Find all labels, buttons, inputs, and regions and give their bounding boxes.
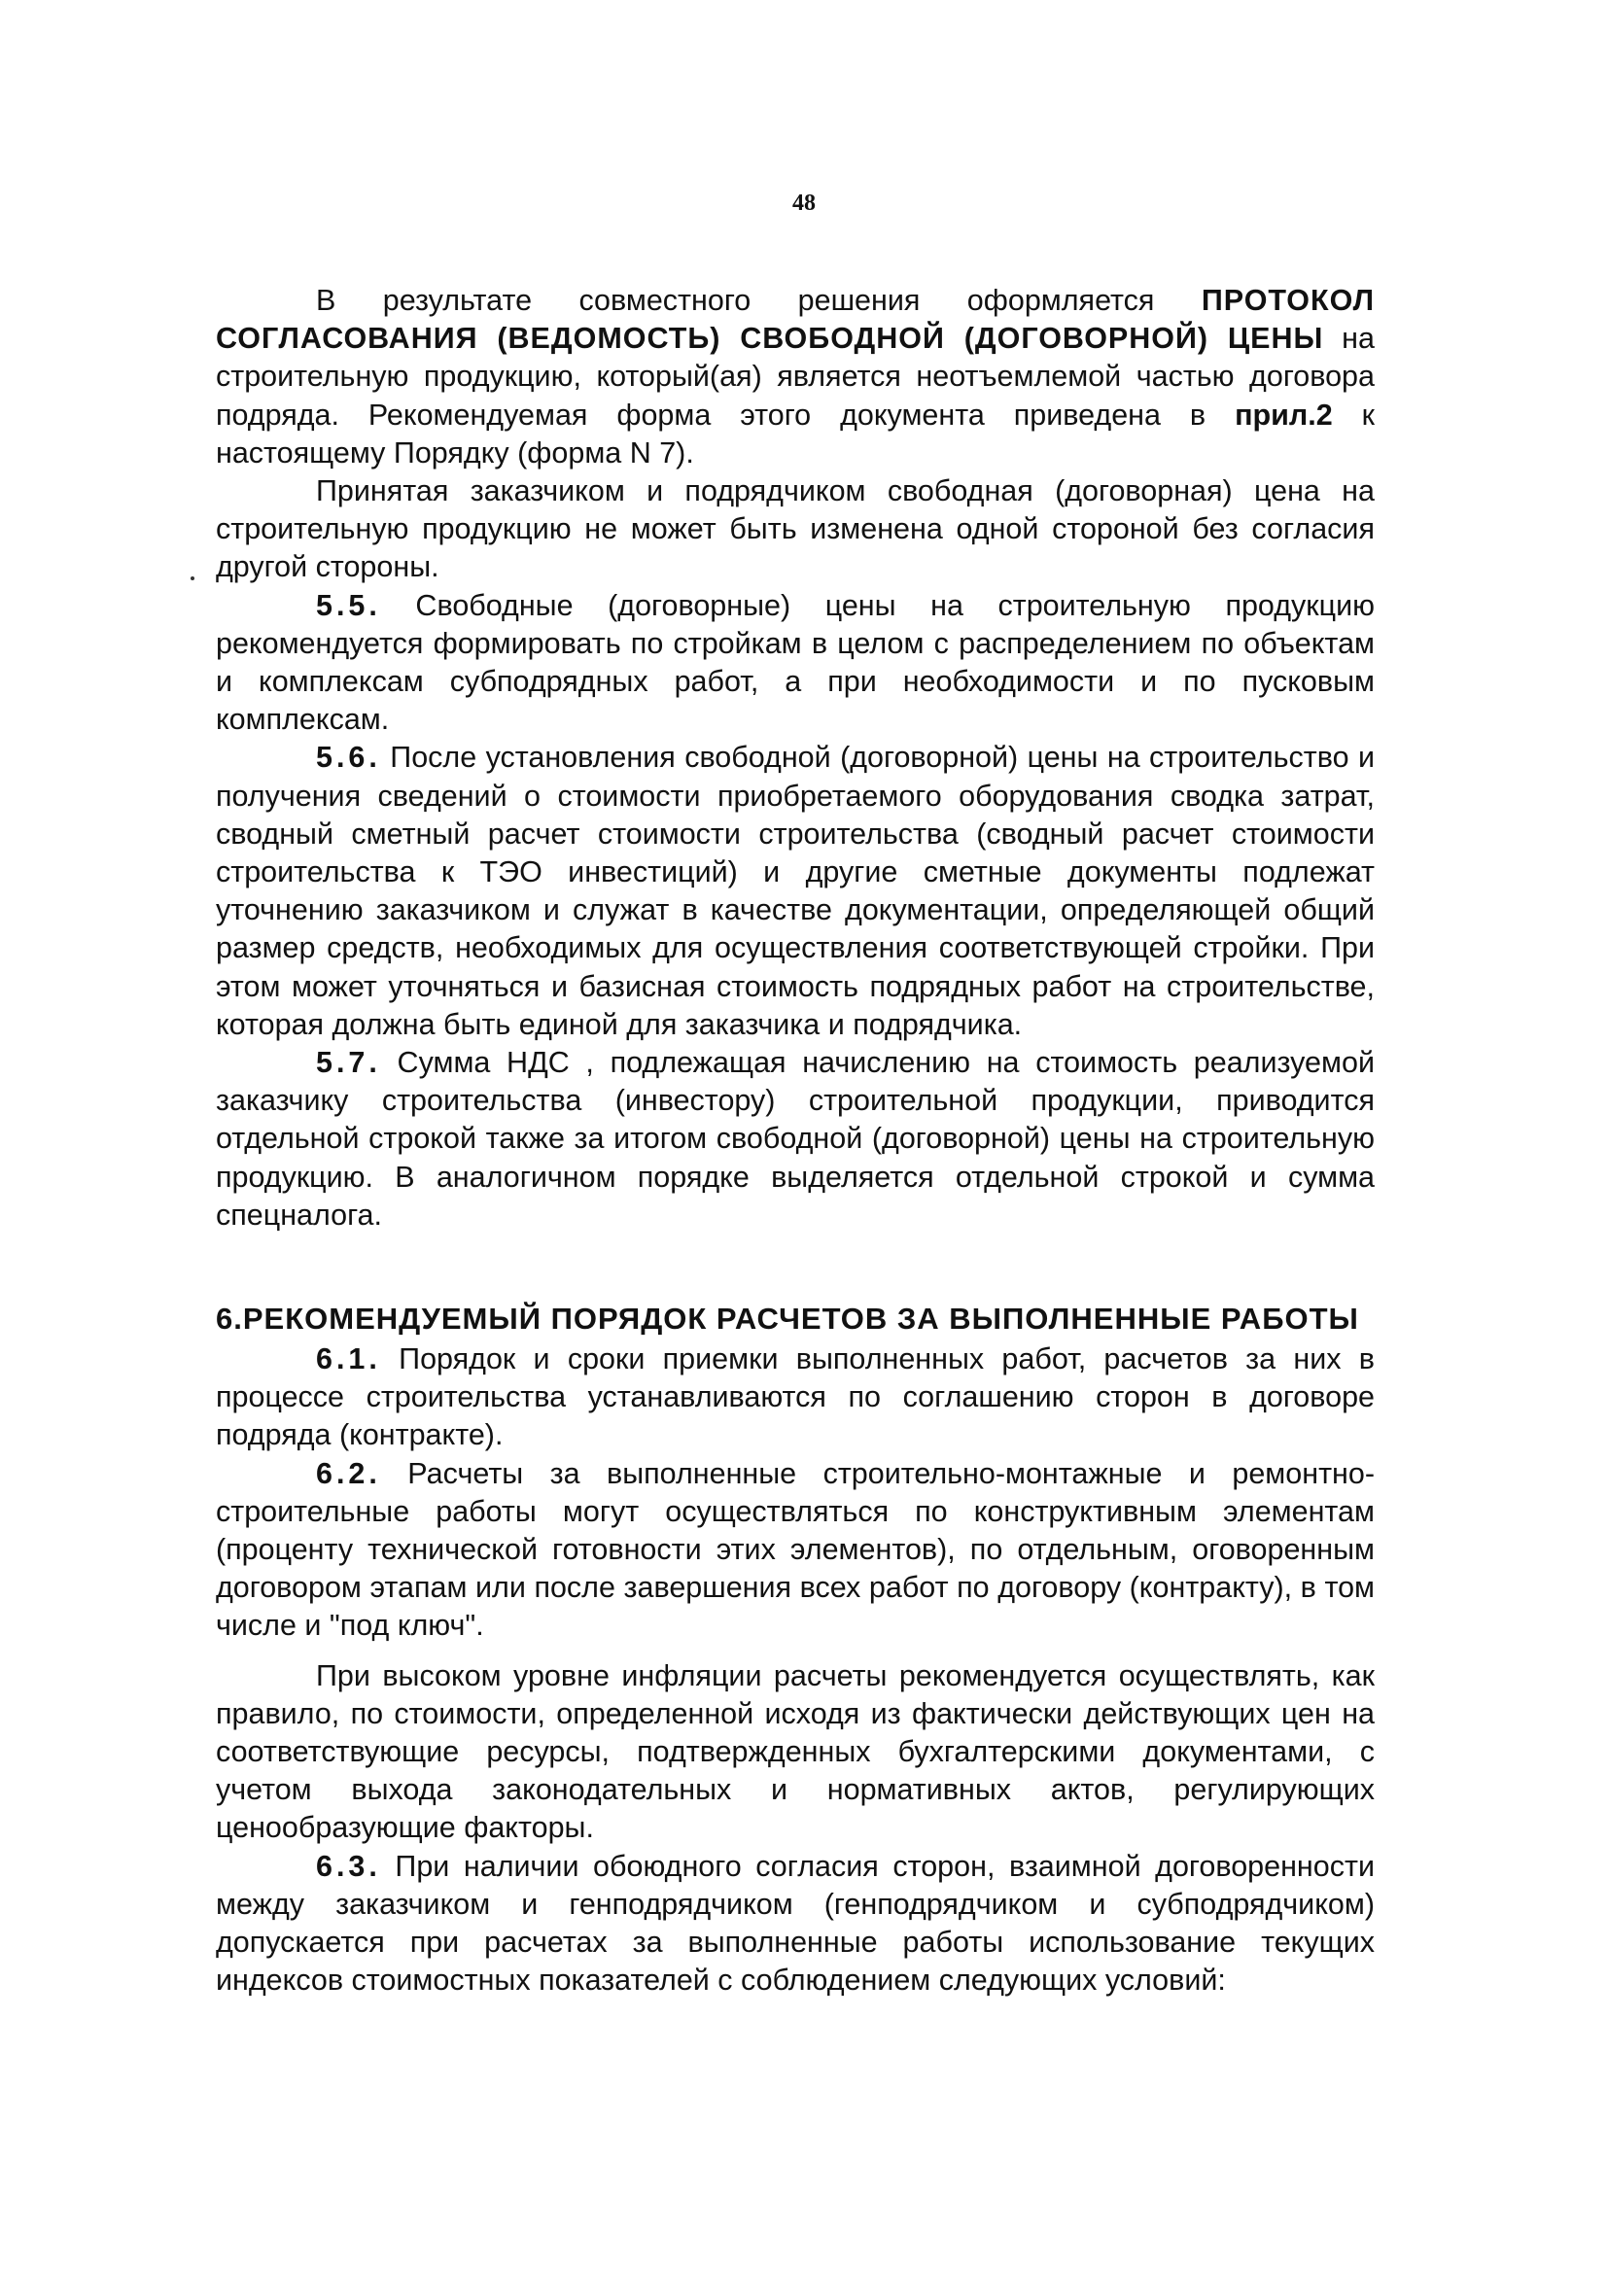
paragraph-tail-text: к настоящему Порядку (форма N 7).: [216, 398, 1375, 470]
paragraph-5-5: [216, 587, 1375, 740]
clause-text-6-3: При наличии обоюдного согласия сторон, взаимной договоренности между заказчиком и генподрядчиком (генподрядчиком и субподрядчиком) допускается при расчетах за выполненные работы использование текущих индексов стоимостных показателей с соблюдением следующих условий:: [216, 1849, 1375, 1998]
clause-number-5-6: 5.6.: [316, 741, 381, 775]
paragraph-6-3: [216, 1848, 1375, 2000]
paragraph-price-unchangeable: Принятая заказчиком и подрядчиком свободная (договорная) цена на строительную продукцию не может быть изменена одной стороной без согласия другой стороны.: [216, 474, 1375, 584]
paragraph-6-2: [216, 1455, 1375, 1646]
paragraph-protocol: [216, 282, 1375, 472]
paragraph-inflation: При высоком уровне инфляции расчеты рекомендуется осуществлять, как правило, по стоимости, определенной исходя из фактически действующих цен на соответствующие ресурсы, подтвержденных бухгалтерскими документами, с учетом выхода законодательных и нормативных актов, регулирующих ценообразующие факторы.: [216, 1658, 1375, 1845]
clause-text-5-6: После установления свободной (договорной) цены на строительство и получения сведений о стоимости приобретаемого оборудования сводка затрат, сводный сметный расчет стоимости строительства (сводный расчет стоимости строительства к ТЭО инвестиций) и другие сметные документы подлежат уточнению заказчиком и служат в качестве документации, определяющей общий размер средств, необходимых для осуществления соответствующей стройки. При этом может уточняться и базисная стоимость подрядных работ на строительстве, которая должна быть единой для заказчика и подрядчика.: [216, 741, 1375, 1041]
clause-number-6-3: 6.3.: [316, 1849, 381, 1883]
page-number: 48: [792, 191, 816, 216]
clause-number-6-1: 6.1.: [316, 1342, 381, 1375]
appendix-reference: прил.2: [1235, 398, 1333, 432]
paragraph-6-1: [216, 1340, 1375, 1455]
paragraph-lead-text: В результате совместного решения оформляется: [316, 284, 1202, 317]
clause-text-5-7: Сумма НДС , подлежащая начислению на стоимость реализуемой заказчику строительства (инвестору) строительной продукции, приводится отдельной строкой также за итогом свободной (договорной) цены на строительную продукцию. В аналогичном порядке выделяется отдельной строкой и сумма спецналога.: [216, 1046, 1375, 1232]
clause-number-5-5: 5.5.: [316, 588, 381, 622]
section-6-heading: 6.РЕКОМЕНДУЕМЫЙ ПОРЯДОК РАСЧЕТОВ ЗА ВЫПОЛНЕННЫЕ РАБОТЫ: [216, 1302, 1359, 1336]
section-6: [216, 1300, 1375, 2000]
paragraph-body-text: на строительную продукцию, который(ая) является неотъемлемой частью договора подряда. Рекомендуемая форма этого документа приведена в: [216, 322, 1375, 432]
clause-number-5-7: 5.7.: [316, 1046, 381, 1080]
scan-speck: [191, 576, 194, 580]
clause-text-6-2: Расчеты за выполненные строительно-монтажные и ремонтно-строительные работы могут осуществляться по конструктивным элементам (проценту технической готовности этих элементов), по отдельным, оговоренным договором этапам или после завершения всех работ по договору (контракту), в том числе и "под ключ".: [216, 1456, 1375, 1643]
clause-text-6-1: Порядок и сроки приемки выполненных работ, расчетов за них в процессе строительства устанавливаются по соглашению сторон в договоре подряда (контракте).: [216, 1342, 1375, 1452]
protocol-title-emphasis: ПРОТОКОЛ СОГЛАСОВАНИЯ (ВЕДОМОСТЬ) СВОБОДНОЙ (ДОГОВОРНОЙ) ЦЕНЫ: [216, 284, 1375, 356]
section-5-continuation: [216, 282, 1375, 1235]
paragraph-5-7: [216, 1044, 1375, 1235]
clause-number-6-2: 6.2.: [316, 1456, 381, 1490]
paragraph-5-6: [216, 739, 1375, 1044]
clause-text-5-5: Свободные (договорные) цены на строительную продукцию рекомендуется формировать по стройкам в целом с распределением по объектам и комплексам субподрядных работ, а при необходимости и по пусковым комплексам.: [216, 588, 1375, 737]
